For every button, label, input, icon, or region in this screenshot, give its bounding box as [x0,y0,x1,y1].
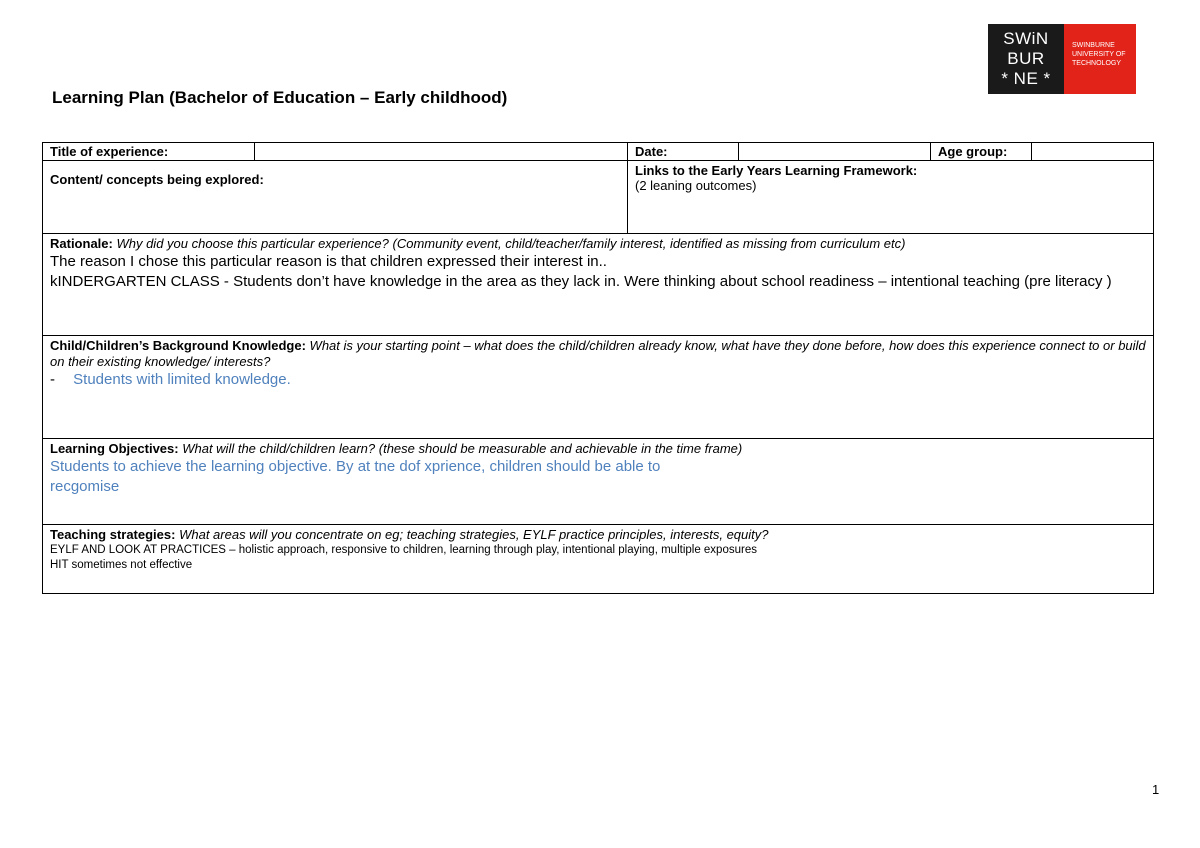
logo-line-2: BUR [1007,49,1045,68]
title-label: Title of experience: [43,143,255,160]
objectives-line-1: Students to achieve the learning objective. By at tne dof xprience, children should be able to [50,458,661,475]
background-prompt: What is your starting point – what does the child/children already know, what have they done before, how does this experience connect to or build on their existing knowledge/ interests? [50,338,1146,369]
eylf-links-cell [628,161,917,233]
date-field[interactable] [739,143,931,160]
logo-subtitle [1064,24,1136,94]
content-concepts-label: Content/ concepts being explored: [43,161,628,233]
strategies-label: Teaching strategies: [50,527,176,542]
date-label: Date: [628,143,739,160]
background-item [50,370,1146,390]
rationale-line-2: kINDERGARTEN CLASS - Students don’t have knowledge in the area as they lack in. Were thinking about school readiness – intentional teaching (pre literacy ) [50,273,1112,290]
swinburne-logo [988,24,1136,94]
rationale-prompt: Why did you choose this particular experience? (Community event, child/teacher/family interest, identified as missing from curriculum etc) [116,236,906,251]
rationale-section [43,234,1153,336]
bullet-dash: - [50,371,55,388]
logo-line-1: SWiN [1003,29,1049,48]
logo-sub-1: SWINBURNE [1072,42,1115,49]
background-label: Child/Children’s Background Knowledge: [50,338,306,353]
rationale-line-1: The reason I chose this particular reason is that children expressed their interest in.. [50,253,607,270]
eylf-links-note: (2 leaning outcomes) [635,178,757,193]
objectives-prompt: What will the child/children learn? (these should be measurable and achievable in the time frame) [182,441,743,456]
objectives-line-2: recgomise [50,478,120,495]
page-title: Learning Plan (Bachelor of Education – Early childhood) [52,88,508,107]
learning-plan-table [42,142,1154,594]
background-text: Students with limited knowledge. [73,371,291,388]
strategies-line-1: EYLF AND LOOK AT PRACTICES – holistic approach, responsive to children, learning through play, intentional playing, multiple exposures [50,544,757,556]
teaching-strategies-section [43,525,1153,593]
objectives-label: Learning Objectives: [50,441,179,456]
content-links-row [43,161,1153,234]
title-field[interactable] [255,143,628,160]
strategies-prompt: What areas will you concentrate on eg; teaching strategies, EYLF practice principles, interests, equity? [179,527,769,542]
logo-wordmark [988,24,1064,94]
strategies-line-2: HIT sometimes not effective [50,559,193,571]
background-knowledge-section [43,336,1153,439]
logo-sub-3: TECHNOLOGY [1072,60,1122,67]
age-group-field[interactable] [1032,143,1153,160]
age-group-label: Age group: [931,143,1032,160]
logo-sub-2: UNIVERSITY OF [1072,51,1126,58]
learning-objectives-section [43,439,1153,525]
header-row [43,143,1153,161]
eylf-links-label: Links to the Early Years Learning Framework: [635,163,918,178]
logo-line-3: * NE * [1001,69,1051,88]
page-number: 1 [1152,782,1160,797]
rationale-label: Rationale: [50,236,113,251]
